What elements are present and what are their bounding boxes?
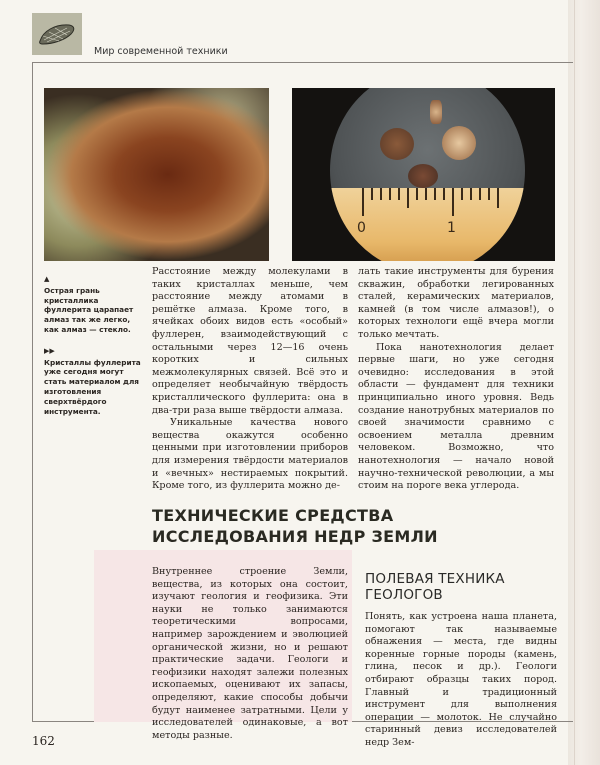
caption-right-photo	[44, 347, 144, 417]
photo-captions	[44, 275, 144, 428]
subsection-title-line-2: ГЕОЛОГОВ	[365, 587, 443, 603]
caption-text: Острая грань кристаллика фуллерита царапает алмаз так же легко, как алмаз — стекло.	[44, 285, 134, 334]
fullerene-crystal-icon	[37, 21, 77, 47]
crystal-grain	[408, 164, 438, 188]
section-title	[152, 505, 452, 547]
running-head: Мир современной техники	[94, 46, 228, 57]
subsection-text	[365, 611, 557, 750]
article-column-1	[152, 266, 348, 493]
scale-label-1: 1	[447, 220, 456, 236]
section-logo	[32, 13, 82, 55]
paragraph: Расстояние между молекулами в таких кристаллах меньше, чем расстояние между атомами в решётке алмаза. Кроме того, в ячейках обоих видов есть «особый» фуллерен, взаимодействующий с остальными через 12—16 очень коротких и сильных межмолекулярных связей. Всё это и определяет необычайную твёрдость кристаллического фуллерита: она в два-три раза выше твёрдости алмаза.	[152, 266, 348, 416]
triangle-up-icon: ▲	[44, 275, 50, 283]
photo-microscope-crystals	[292, 88, 555, 261]
section-intro	[152, 566, 348, 742]
double-arrow-right-icon: ▶▶	[44, 346, 55, 355]
crystal-grain	[430, 100, 442, 124]
paragraph: Понять, как устроена наша планета, помогают так называемые обнажения — места, где видны коренные горные породы (камень, глина, песок и др.). Геологи отбирают образцы таких пород. Главный и традиционный инструмент для выполнения операции — молоток. Не случайно старинный девиз исследователей недр Зем-	[365, 611, 557, 748]
page-edge	[574, 0, 575, 765]
paragraph: Внутреннее строение Земли, вещества, из которых она состоит, изучают геология и геофизика. Эти науки не только занимаются теоретическими вопросами, например зарождением и эволюцией органической жизни, но и решают практические задачи. Геологи и геофизики находят залежи полезных ископаемых, оценивают их запасы, определяют, какие способы добычи будут наименее затратными. Цели у исследователей одинаковые, а вот методы разные.	[152, 566, 348, 741]
scale-label-0: 0	[357, 220, 366, 236]
measuring-scale	[330, 188, 525, 261]
subsection-title	[365, 571, 555, 603]
subsection-title-line-1: ПОЛЕВАЯ ТЕХНИКА	[365, 571, 505, 587]
crystal-grain	[380, 128, 414, 160]
photo-fullerite-crystal	[44, 88, 269, 261]
paragraph: Пока нанотехнология делает первые шаги, но уже сегодня очевидно: исследования в этой области — фундамент для техники принципиально иного уровня. Ведь создание нанотрубных материалов по своей значимости сравнимо с освоением металла древним человеком. Возможно, что нанотехнология — начало новой научно-технической революции, а мы стоим на пороге века углерода.	[358, 341, 554, 492]
paragraph: Уникальные качества нового вещества окажутся особенно ценными при изготовлении приборов для измерения твёрдости материалов и «вечных» нестираемых покрытий. Кроме того, из фуллерита можно де-	[152, 417, 348, 492]
article-column-2	[358, 266, 554, 493]
microscope-field	[330, 88, 525, 261]
section-title-line-2: ИССЛЕДОВАНИЯ НЕДР ЗЕМЛИ	[152, 527, 438, 546]
caption-left-photo	[44, 275, 144, 335]
paragraph: лать такие инструменты для бурения скважин, обработки легированных сталей, керамических материалов, камней (в том числе алмазов!), о которых технологи ещё вчера могли только мечтать.	[358, 266, 554, 340]
caption-text: Кристаллы фуллерита уже сегодня могут стать материалом для изготовления сверхтвёрдого инструмента.	[44, 357, 141, 416]
crystal-grain	[442, 126, 476, 160]
section-title-line-1: ТЕХНИЧЕСКИЕ СРЕДСТВА	[152, 506, 394, 525]
page-number: 162	[32, 734, 55, 748]
